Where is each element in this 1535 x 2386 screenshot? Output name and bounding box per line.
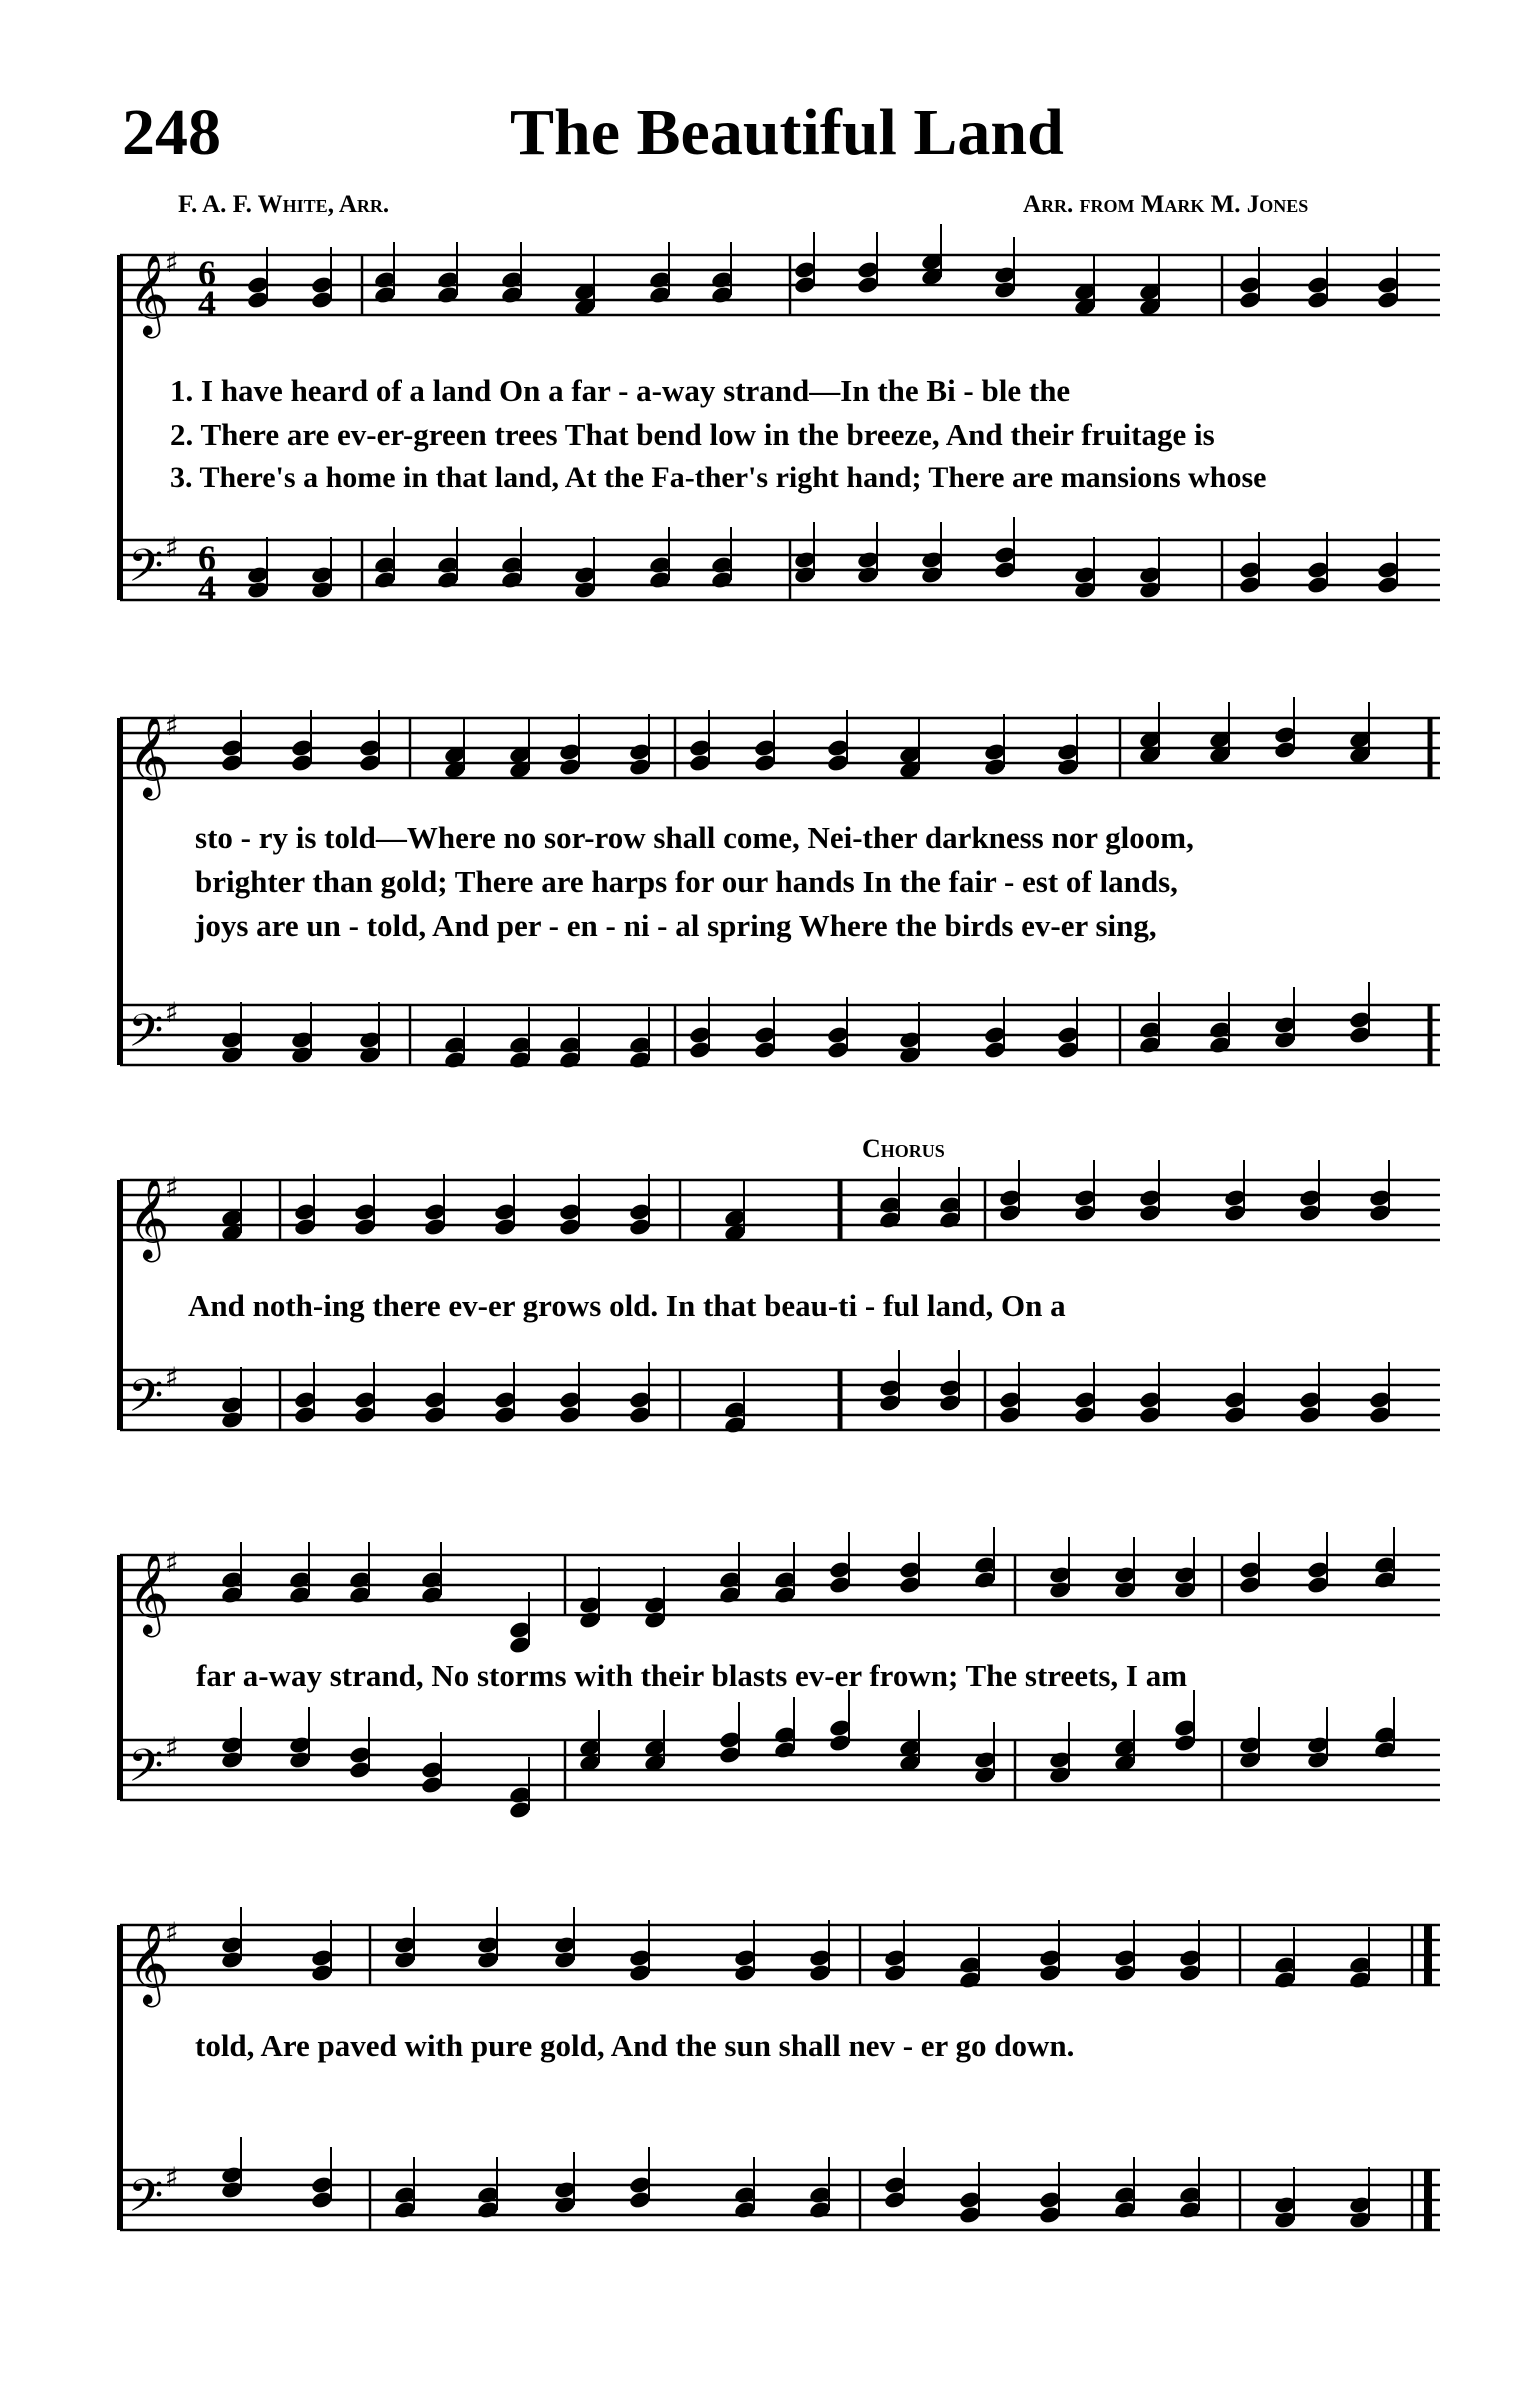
bass-clef-icon: 𝄢 — [128, 1369, 164, 1433]
bass-notes — [220, 1350, 1392, 1435]
lyric-line: far a-way strand, No storms with their blasts ev-er frown; The streets, I am — [196, 1658, 1188, 1693]
lyric-line: And noth-ing there ev-er grows old. In that beau-ti - ful land, On a — [188, 1288, 1066, 1323]
key-sharp-icon: ♯ — [165, 246, 179, 279]
lyric-line: told, Are paved with pure gold, And the sun shall nev - er go down. — [195, 2028, 1075, 2063]
lyric-line: brighter than gold; There are harps for our hands In the fair - est of lands, — [195, 864, 1178, 899]
treble-clef-icon: 𝄞 — [128, 1552, 170, 1634]
key-sharp-icon: ♯ — [165, 1546, 179, 1579]
bass-clef-icon: 𝄢 — [128, 539, 164, 603]
treble-notes — [220, 1160, 1392, 1243]
lyric-line: joys are un - told, And per - en - ni - al spring Where the birds ev-er sing, — [195, 908, 1157, 943]
chorus-label: Chorus — [862, 1134, 945, 1163]
treble-clef-icon: 𝄞 — [128, 253, 170, 335]
lyric-line: 1. I have heard of a land On a far - a-way strand—In the Bi - ble the — [170, 373, 1071, 408]
treble-staff — [120, 718, 1440, 778]
music-system-5 — [0, 1900, 1535, 2280]
treble-notes — [220, 1907, 1372, 1990]
bass-notes — [246, 517, 1400, 600]
music-credit: Arr. from Mark M. Jones — [1023, 191, 1309, 218]
key-sharp-icon: ♯ — [165, 709, 179, 742]
bass-clef-icon: 𝄢 — [128, 2169, 164, 2233]
hymn-number: 248 — [122, 96, 221, 169]
lyric-line: sto - ry is told—Where no sor-row shall come, Nei-ther darkness nor gloom, — [195, 820, 1194, 855]
key-sharp-icon: ♯ — [165, 531, 179, 564]
key-sharp-icon: ♯ — [165, 1361, 179, 1394]
music-system-4 — [0, 1530, 1535, 1860]
time-sig-bottom: 4 — [198, 568, 216, 608]
lyric-line: 2. There are ev-er-green trees That bend low in the breeze, And their fruitage is — [170, 417, 1215, 452]
time-sig-top: 6 — [198, 253, 216, 293]
hymn-title: The Beautiful Land — [510, 96, 1064, 169]
key-sharp-icon: ♯ — [165, 1171, 179, 1204]
time-sig-bottom: 4 — [198, 283, 216, 323]
bass-clef-icon: 𝄢 — [128, 1004, 164, 1068]
lyric-line: 3. There's a home in that land, At the Fa-ther's right hand; There are mansions whose — [170, 461, 1267, 494]
time-sig-top: 6 — [198, 538, 216, 578]
treble-clef-icon: 𝄞 — [128, 715, 170, 797]
bass-staff — [120, 1005, 1440, 1065]
treble-clef-icon: 𝄞 — [128, 1922, 170, 2004]
treble-clef-icon: 𝄞 — [128, 1177, 170, 1259]
treble-notes — [220, 697, 1372, 780]
words-credit: F. A. F. White, Arr. — [178, 191, 390, 218]
bass-notes — [220, 982, 1372, 1070]
key-sharp-icon: ♯ — [165, 1916, 179, 1949]
key-sharp-icon: ♯ — [165, 2161, 179, 2194]
bass-clef-icon: 𝄢 — [128, 1739, 164, 1803]
key-sharp-icon: ♯ — [165, 1731, 179, 1764]
treble-notes — [220, 1527, 1397, 1655]
key-sharp-icon: ♯ — [165, 996, 179, 1029]
